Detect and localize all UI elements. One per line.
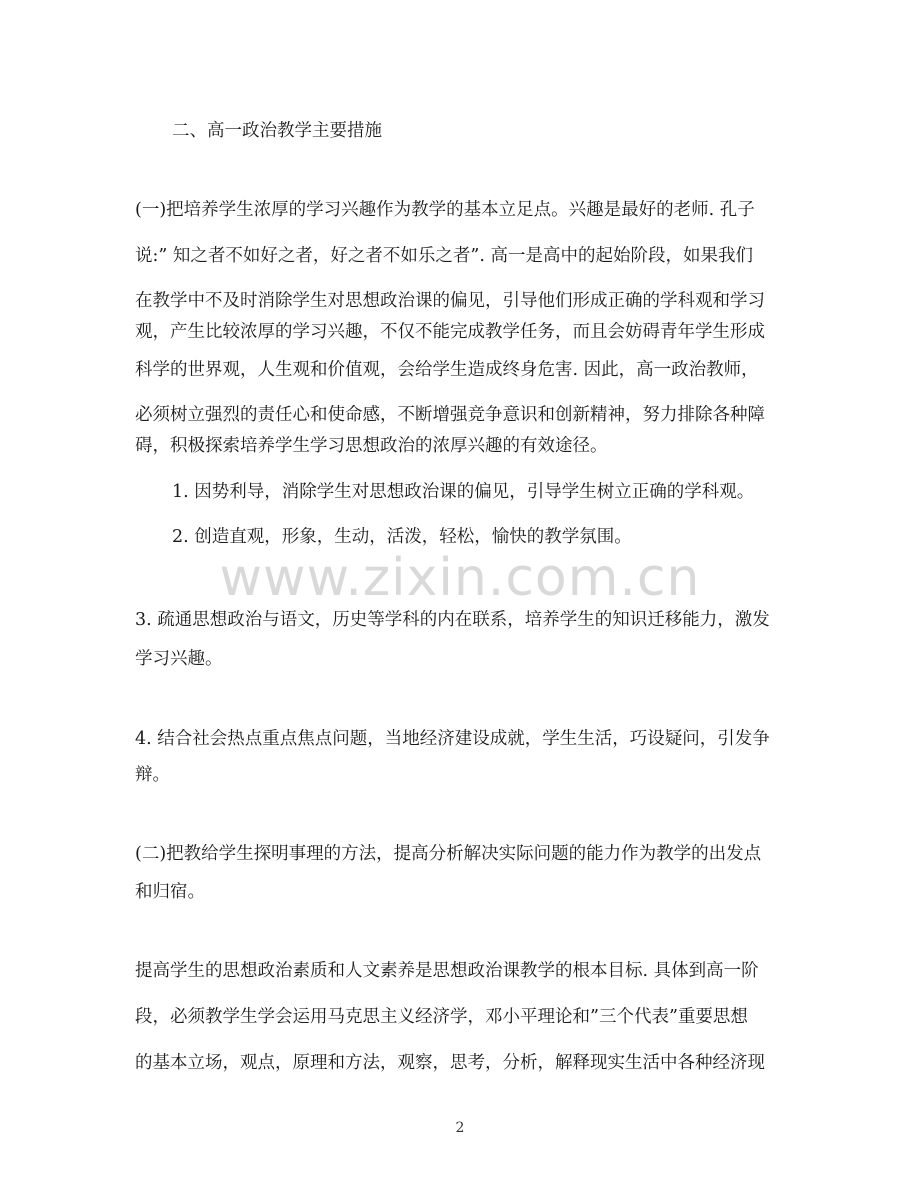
paragraph-line: (一)把培养学生浓厚的学习兴趣作为教学的基本立足点。兴趣是最好的老师. 孔子	[135, 200, 755, 220]
paragraph-line: 必须树立强烈的责任心和使命感，不断增强竞争意识和创新精神，努力排除各种障	[135, 405, 765, 425]
paragraph-line: 和归宿。	[135, 882, 205, 902]
paragraph-line: 说:” 知之者不如好之者，好之者不如乐之者”. 高一是高中的起始阶段，如果我们	[135, 246, 753, 266]
list-item-line: 3. 疏通思想政治与语文，历史等学科的内在联系，培养学生的知识迁移能力，激发	[135, 610, 770, 630]
paragraph-line: 提高学生的思想政治素质和人文素养是思想政治课教学的根本目标. 具体到高一阶	[135, 961, 759, 981]
list-item-2: 2. 创造直观，形象，生动，活泼，轻松，愉快的教学氛围。	[172, 527, 632, 547]
paragraph-line: 碍，积极探索培养学生学习思想政治的浓厚兴趣的有效途径。	[135, 436, 608, 456]
paragraph-line: 段，必须教学生学会运用马克思主义经济学，邓小平理论和”三个代表”重要思想	[135, 1007, 748, 1027]
watermark: www.zixin.com.cn	[219, 548, 701, 608]
list-item-line: 辩。	[135, 765, 170, 785]
list-item-line: 学习兴趣。	[135, 649, 223, 669]
paragraph-line: (二)把教给学生探明事理的方法，提高分析解决实际问题的能力作为教学的出发点	[135, 844, 762, 864]
list-item-1: 1. 因势利导，消除学生对思想政治课的偏见，引导学生树立正确的学科观。	[172, 482, 755, 502]
section-heading: 二、高一政治教学主要措施	[172, 121, 382, 141]
list-item-line: 4. 结合社会热点重点焦点问题，当地经济建设成就，学生生活，巧设疑问，引发争	[135, 729, 770, 749]
paragraph-line: 的基本立场，观点，原理和方法，观察，思考，分析，解释现实生活中各种经济现	[135, 1053, 765, 1073]
paragraph-line: 观，产生比较浓厚的学习兴趣，不仅不能完成教学任务，而且会妨碍青年学生形成	[135, 322, 765, 342]
paragraph-line: 在教学中不及时消除学生对思想政治课的偏见，引导他们形成正确的学科观和学习	[135, 291, 765, 311]
page-number: 2	[455, 1120, 465, 1136]
paragraph-line: 科学的世界观，人生观和价值观，会给学生造成终身危害. 因此，高一政治教师，	[135, 360, 759, 380]
